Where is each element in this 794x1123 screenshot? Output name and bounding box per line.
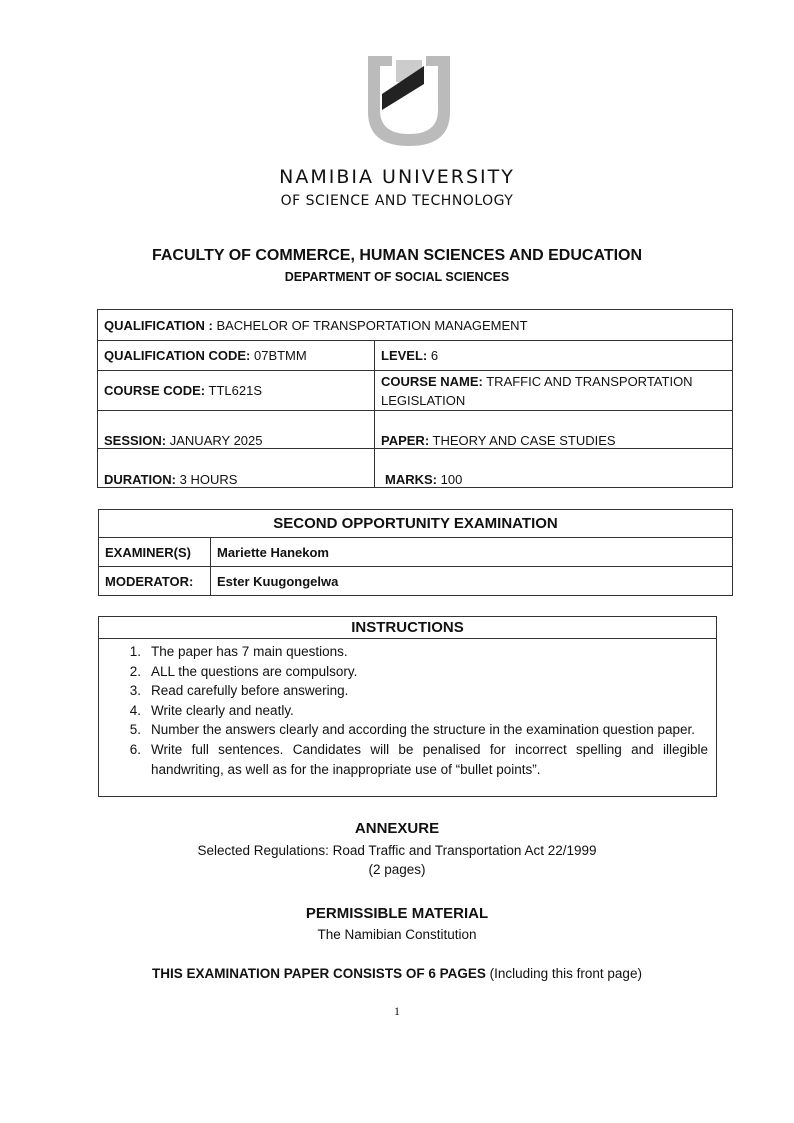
instructions-list — [99, 642, 716, 779]
course-code-cell: COURSE CODE: TTL621S — [98, 371, 375, 411]
course-details-table — [97, 309, 733, 488]
university-subtitle: OF SCIENCE AND TECHNOLOGY — [280, 193, 514, 209]
instruction-item: 5. Number the answers clearly and according the structure in the examination question paper. — [129, 722, 696, 738]
instruction-item: 2. ALL the questions are compulsory. — [129, 663, 358, 679]
university-logo — [362, 52, 456, 150]
annexure-line-1: Selected Regulations: Road Traffic and Transportation Act 22/1999 — [197, 843, 597, 858]
paper-cell: PAPER: THEORY AND CASE STUDIES — [375, 411, 733, 449]
instructions-box — [98, 616, 717, 797]
department-heading: DEPARTMENT OF SOCIAL SCIENCES — [284, 270, 510, 284]
exam-title: SECOND OPPORTUNITY EXAMINATION — [99, 510, 733, 538]
annexure-line-2: (2 pages) — [368, 862, 426, 877]
qualification-code-cell: QUALIFICATION CODE: 07BTMM — [98, 341, 375, 371]
page-number: 1 — [394, 1004, 400, 1018]
page-count-note: THIS EXAMINATION PAPER CONSISTS OF 6 PAGES (Including this front page) — [152, 966, 642, 981]
instruction-item: 1. The paper has 7 main questions. — [129, 644, 348, 659]
instruction-item: 4. Write clearly and neatly. — [129, 702, 294, 718]
marks-cell: MARKS: 100 — [375, 449, 733, 488]
examiners-table — [98, 509, 733, 596]
instruction-item: 6. Write full sentences. Candidates will be penalised for incorrect spelling and illegible handwriting, as well as for the inappropriate use of “bullet points”. — [129, 741, 708, 777]
faculty-heading: FACULTY OF COMMERCE, HUMAN SCIENCES AND EDUCATION — [151, 247, 643, 264]
annexure-heading: ANNEXURE — [354, 820, 440, 837]
duration-cell: DURATION: 3 HOURS — [98, 449, 375, 488]
qualification-cell: QUALIFICATION : BACHELOR OF TRANSPORTATION MANAGEMENT — [98, 310, 733, 341]
permissible-material-line: The Namibian Constitution — [317, 927, 477, 942]
examiner-value: Mariette Hanekom — [211, 538, 733, 567]
examiner-label: EXAMINER(S) — [99, 538, 211, 567]
university-name: NAMIBIA UNIVERSITY — [279, 166, 515, 188]
course-name-cell: COURSE NAME: TRAFFIC AND TRANSPORTATION LEGISLATION — [375, 371, 733, 411]
moderator-value: Ester Kuugongelwa — [211, 567, 733, 596]
moderator-label: MODERATOR: — [99, 567, 211, 596]
permissible-material-heading: PERMISSIBLE MATERIAL — [305, 905, 489, 922]
instructions-title: INSTRUCTIONS — [99, 617, 716, 639]
session-cell: SESSION: JANUARY 2025 — [98, 411, 375, 449]
instruction-item: 3. Read carefully before answering. — [129, 683, 349, 699]
level-cell: LEVEL: 6 — [375, 341, 733, 371]
